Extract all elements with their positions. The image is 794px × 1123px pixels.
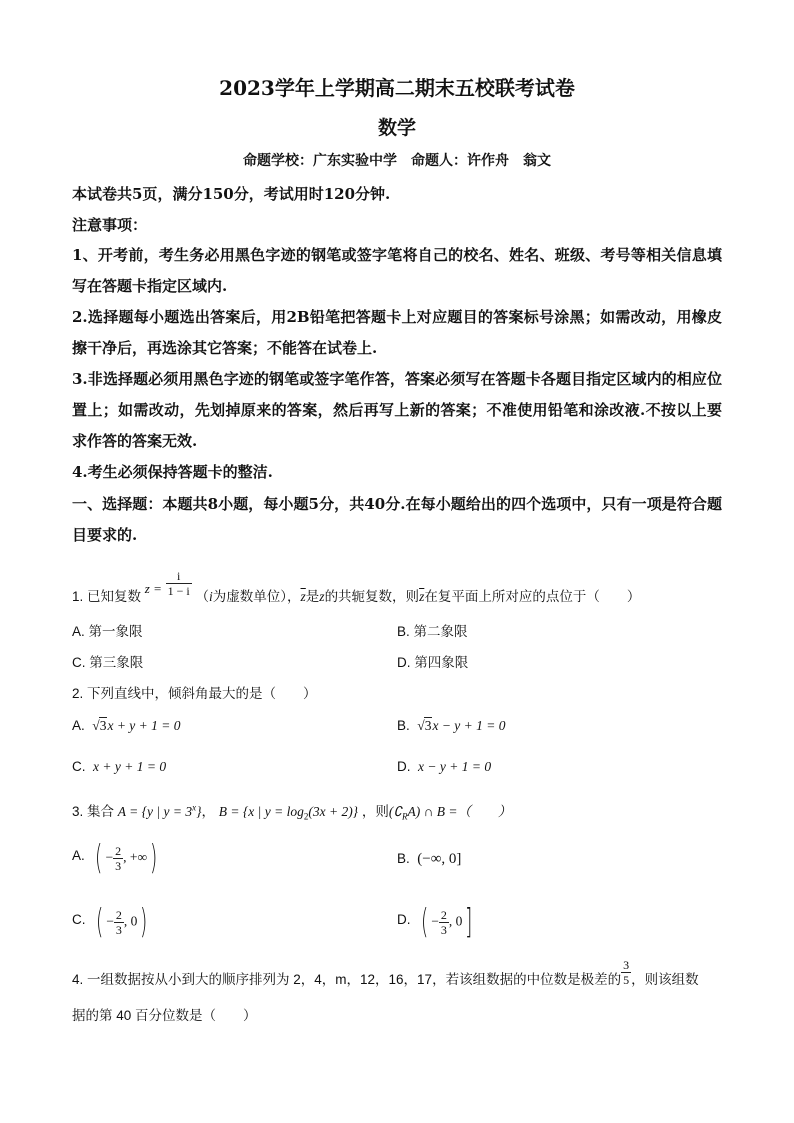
close-paren: ) [140, 902, 148, 942]
question-1 [72, 566, 641, 605]
question-4 [72, 958, 699, 987]
q1-option-b: B. 第二象限 [397, 624, 468, 639]
q4-line2: 据的第 40 百分位数是（ ） [72, 1008, 257, 1023]
subject-title: 数学 [377, 117, 416, 139]
q4-frac-den: 5 [623, 973, 630, 987]
q3-d-frac [439, 908, 449, 937]
question-3 [72, 800, 511, 822]
q3-comma: ， [201, 804, 216, 819]
q3-c-num: 2 [115, 907, 122, 922]
q1-paren-open: （ [195, 589, 210, 605]
q2-label-b: B. [397, 718, 410, 733]
q3-set-b: B = {x | y = log [218, 804, 304, 819]
q1-conj: 的共轭复数，则 [324, 589, 420, 605]
q2-b-expr: x − y + 1 = 0 [432, 718, 506, 733]
q4-frac-num: 3 [623, 958, 630, 972]
q3-d-den: 3 [440, 922, 447, 937]
q1-z: z [319, 589, 325, 605]
notice-item-2: 2.选择题每小题选出答案后，用2B铅笔把答题卡上对应题目的答案标号涂黑；如需改动，用橡皮擦干净后，再选涂其它答案；不能答在试卷上. [72, 308, 722, 357]
q3-prefix: 3. 集合 [72, 804, 115, 819]
notice-item-1: 1、开考前，考生务必用黑色字迹的钢笔或签字笔将自己的校名、姓名、班级、考号等相关信息填写在答题卡指定区域内. [72, 246, 722, 295]
q3-set-a-end: } [196, 804, 202, 819]
q3-complement: (∁ [388, 804, 402, 819]
q3-option-a [72, 838, 160, 878]
q3-d-num: 2 [440, 907, 447, 922]
q2-b-root: 3 [424, 718, 432, 733]
q3-set-b-end: (3x + 2)} [308, 804, 359, 819]
q2-option-a [72, 717, 181, 734]
q2-label-d: D. [397, 759, 411, 774]
q3-set-a-exp: x [192, 802, 197, 813]
q2-option-b [397, 717, 506, 734]
sqrt-symbol: √ [417, 718, 425, 733]
q1-option-c: C. 第三象限 [72, 655, 144, 670]
q1-note: 为虚数单位）， [212, 589, 301, 605]
q2-option-d [397, 759, 491, 775]
q3-complement-sub: R [401, 811, 408, 822]
q4-line1: 4. 一组数据按从小到大的顺序排列为 2，4，m，12，16，17，若该组数据的中位数是极差的 [72, 972, 622, 988]
q1-fraction [166, 569, 192, 598]
authors-line: 命题学校：广东实验中学 命题人：许作舟 翁文 [243, 153, 551, 169]
q3-set-b-sub: 2 [303, 811, 309, 822]
q1-frac-num: i [166, 569, 192, 584]
notice-item-4: 4.考生必须保持答题卡的整洁. [72, 463, 273, 481]
open-paren: ( [421, 902, 429, 942]
q2-label-c: C. [72, 759, 86, 774]
q3-tail: A) ∩ B =（ ） [407, 804, 512, 819]
q3-c-frac [114, 908, 124, 937]
q3-label-b: B. [397, 851, 410, 866]
q3-d-rest: , 0 [448, 913, 463, 929]
q1-zbar-2: $\overline{z}$ [419, 589, 425, 605]
q2-a-expr: x + y + 1 = 0 [107, 718, 181, 733]
q1-tail: 在复平面上所对应的点位于（ ） [424, 589, 641, 605]
q3-b-expr: (−∞, 0] [417, 851, 462, 867]
notice-item-3: 3.非选择题必须用黑色字迹的钢笔或签字笔作答，答案必须写在答题卡各题目指定区域内的相应位置上；如需改动，先划掉原来的答案，然后再写上新的答案；不准使用铅笔和涂改液.不按以上要求作答的答案无效. [72, 370, 722, 450]
sqrt-symbol: √ [92, 718, 100, 733]
open-paren: ( [96, 902, 104, 942]
exam-title: 2023学年上学期高二期末五校联考试卷 [219, 76, 575, 100]
close-bracket: ] [465, 902, 473, 942]
close-paren: ) [150, 838, 158, 878]
q3-label-d: D. [397, 911, 411, 927]
open-paren: ( [95, 838, 103, 878]
q1-frac-den: 1 − i [167, 584, 190, 598]
q3-option-c [72, 902, 151, 942]
q3-c-neg: − [106, 913, 114, 929]
q3-a-num: 2 [115, 843, 122, 858]
q2-label-a: A. [72, 718, 85, 733]
exam-summary: 本试卷共5页，满分150分，考试用时120分钟. [72, 185, 391, 203]
q4-line1-tail: ，则该组数 [631, 972, 699, 988]
q3-option-b [397, 851, 461, 868]
q1-option-d: D. 第四象限 [397, 655, 469, 670]
q3-set-a: A = {y | y = 3 [117, 804, 193, 819]
q3-a-frac [113, 844, 123, 873]
q3-label-c: C. [72, 911, 86, 927]
q3-a-rest: , +∞ [123, 849, 148, 865]
q4-fraction [621, 958, 631, 987]
q3-c-rest: , 0 [123, 913, 138, 929]
section-heading: 一、选择题：本题共8小题，每小题5分，共40分.在每小题给出的四个选项中，只有一项是符合题目要求的. [72, 495, 722, 544]
q1-lhs: z = [144, 581, 162, 597]
q3-c-den: 3 [115, 922, 122, 937]
q1-zbar: $\overline{z}$ [300, 589, 306, 605]
q2-a-root: 3 [99, 718, 107, 733]
q3-a-den: 3 [115, 858, 122, 873]
q3-label-a: A. [72, 847, 85, 863]
q3-option-d [397, 902, 476, 942]
q3-a-neg: − [105, 849, 114, 865]
q1-var-i: i [209, 589, 213, 605]
q1-option-a: A. 第一象限 [72, 624, 143, 639]
q1-is: 是 [305, 589, 320, 605]
q2-option-c [72, 759, 166, 775]
q1-prefix: 1. 已知复数 [72, 589, 142, 605]
notice-heading: 注意事项： [72, 216, 148, 234]
q3-tail-pre: ，则 [361, 804, 389, 819]
q2-d-expr: x − y + 1 = 0 [418, 759, 492, 774]
q3-d-neg: − [431, 913, 439, 929]
question-2: 2. 下列直线中，倾斜角最大的是（ ） [72, 686, 317, 701]
q2-c-expr: x + y + 1 = 0 [93, 759, 167, 774]
